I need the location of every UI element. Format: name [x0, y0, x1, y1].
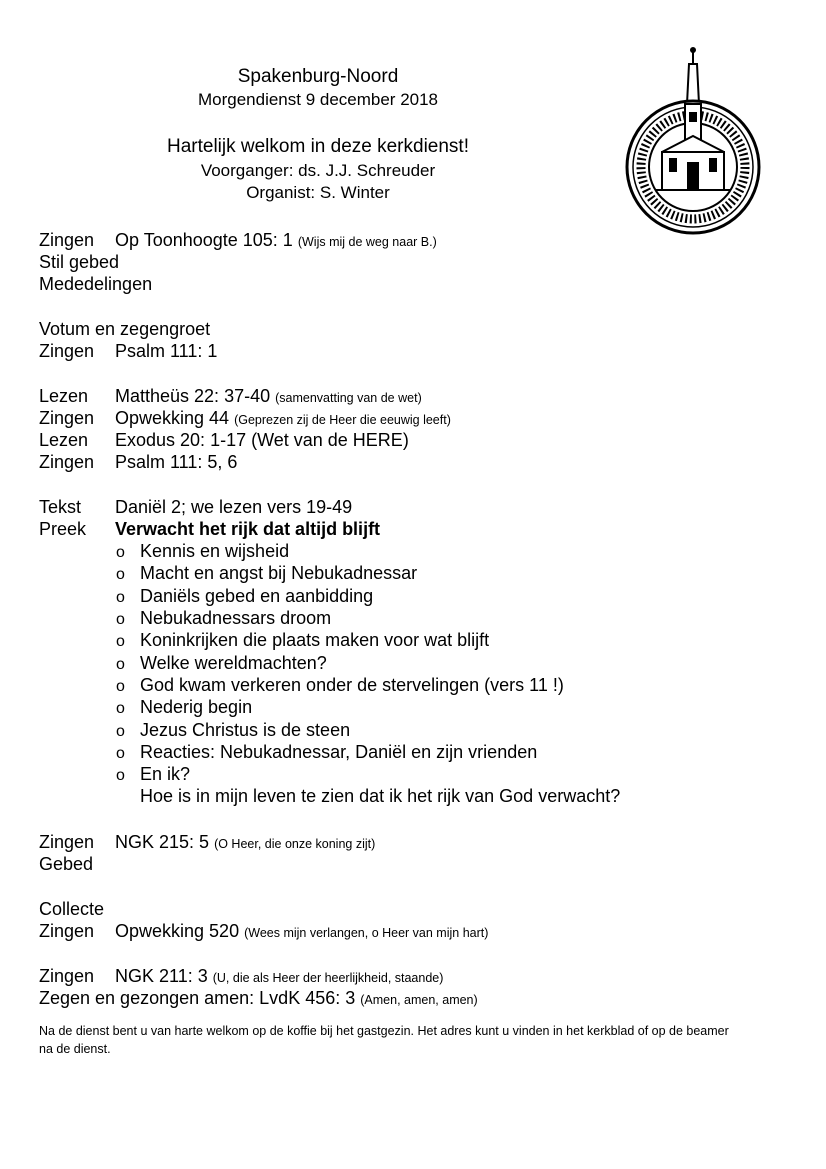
sermon-title: Verwacht het rijk dat altijd blijft	[115, 519, 381, 539]
liturgy-item: Lezen Exodus 20: 1-17 (Wet van de HERE)	[39, 430, 409, 450]
sermon-point: o Jezus Christus is de steen	[116, 720, 351, 740]
liturgy-item: Gebed	[39, 854, 94, 874]
liturgy-item: Zingen Opwekking 520 (Wees mijn verlangen, o Heer van mijn hart)	[39, 921, 489, 941]
organist: Organist: S. Winter	[246, 183, 390, 202]
sermon-point: o En ik?	[116, 764, 191, 784]
liturgy-item: Collecte	[39, 899, 105, 919]
liturgy-item: Zingen NGK 211: 3 (U, die als Heer der heerlijkheid, staande)	[39, 966, 444, 986]
liturgy-item: Zingen Psalm 111: 1	[39, 341, 218, 361]
church-name: Spakenburg-Noord	[237, 66, 399, 87]
liturgy-item: Zingen Opwekking 44 (Geprezen zij de Heer die eeuwig leeft)	[39, 408, 451, 428]
sermon-point: o Koninkrijken die plaats maken voor wat blijft	[116, 630, 490, 650]
liturgy-item: Lezen Mattheüs 22: 37-40 (samenvatting van de wet)	[39, 386, 422, 406]
liturgy-item: Zingen Op Toonhoogte 105: 1 (Wijs mij de weg naar B.)	[39, 230, 437, 250]
liturgy-item: Votum en zegengroet	[39, 319, 211, 339]
liturgy-item: Preek Verwacht het rijk dat altijd blijft	[39, 519, 381, 539]
liturgy-item: Zegen en gezongen amen: LvdK 456: 3 (Amen, amen, amen)	[39, 988, 478, 1008]
footer-note: Na de dienst bent u van harte welkom op de koffie bij het gastgezin. Het adres kunt u vinden in het kerkblad of op de beamer na de dienst.	[39, 1024, 729, 1056]
sermon-point-continuation: Hoe is in mijn leven te zien dat ik het rijk van God verwacht?	[140, 786, 621, 806]
sermon-point: o Kennis en wijsheid	[116, 541, 290, 561]
liturgy-item: Mededelingen	[39, 274, 153, 294]
church-seal-logo	[622, 44, 764, 236]
liturgy-item: Stil gebed	[39, 252, 120, 272]
sermon-point: o Nederig begin	[116, 697, 253, 717]
welcome-text: Hartelijk welkom in deze kerkdienst!	[166, 136, 469, 157]
liturgy-item: Zingen Psalm 111: 5, 6	[39, 452, 238, 472]
sermon-point: o Nebukadnessars droom	[116, 608, 332, 628]
minister: Voorganger: ds. J.J. Schreuder	[200, 161, 436, 180]
service-date: Morgendienst 9 december 2018	[197, 90, 439, 109]
sermon-point: o God kwam verkeren onder de stervelingen (vers 11 !)	[116, 675, 564, 695]
liturgy-item: Tekst Daniël 2; we lezen vers 19-49	[39, 497, 353, 517]
sermon-point: o Daniëls gebed en aanbidding	[116, 586, 374, 606]
sermon-point: o Welke wereldmachten?	[116, 653, 327, 673]
sermon-point: o Macht en angst bij Nebukadnessar	[116, 563, 418, 583]
liturgy-item: Zingen NGK 215: 5 (O Heer, die onze koning zijt)	[39, 832, 376, 852]
sermon-point: o Reacties: Nebukadnessar, Daniël en zijn vrienden	[116, 742, 538, 762]
